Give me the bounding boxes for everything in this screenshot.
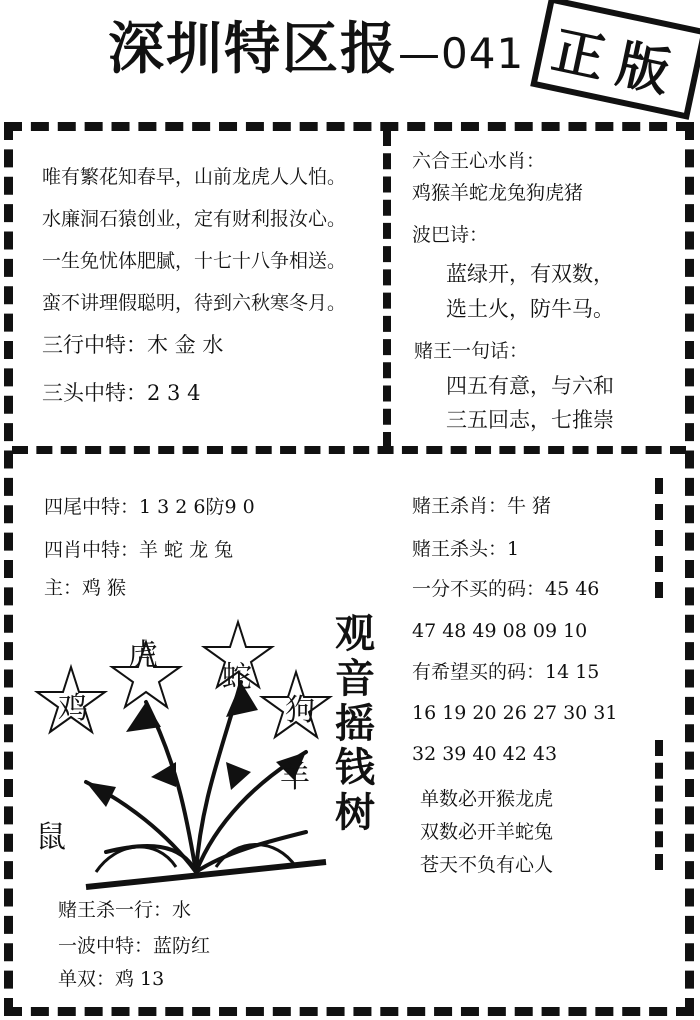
poem-line: 水廉洞石猿创业，定有财利报汝心。 — [42, 208, 347, 230]
tree-label-char: 观 — [335, 611, 375, 657]
shatou-line: 赌王杀头：1 — [412, 538, 520, 560]
tree-animal: 羊 — [280, 760, 310, 795]
santou-line: 三头中特：2 3 4 — [42, 381, 201, 405]
poem-line: 唯有繁花知春早，山前龙虎人人怕。 — [42, 166, 347, 188]
duwang-line: 四五有意，与六和 — [446, 374, 614, 398]
bottom-vertical-divider — [655, 478, 663, 598]
closing-line: 苍天不负有心人 — [420, 854, 554, 876]
money-tree-label — [325, 612, 385, 836]
zhu-line: 主：鸡 猴 — [44, 577, 127, 599]
closing-line: 单数必开猴龙虎 — [420, 788, 554, 810]
xiwang-line: 32 39 40 42 43 — [412, 743, 558, 765]
tree-animal: 蛇 — [222, 660, 252, 695]
xiwang-line: 16 19 20 26 27 30 31 — [412, 702, 618, 724]
title-dash: — — [398, 29, 441, 78]
yibo-line: 一波中特：蓝防红 — [58, 935, 211, 957]
sanxing-line: 三行中特：木 金 水 — [42, 333, 224, 357]
siwei-line: 四尾中特：1 3 2 6防9 0 — [44, 496, 255, 518]
sixiao-line: 四肖中特：羊 蛇 龙 兔 — [44, 539, 234, 561]
authentic-stamp: 正版 — [530, 0, 700, 120]
bumai-line: 一分不买的码：45 46 — [412, 578, 600, 600]
tree-label-char: 摇 — [335, 700, 375, 747]
closing-line: 双数必开羊蛇兔 — [420, 821, 554, 843]
liuhe-animals: 鸡猴羊蛇龙兔狗虎猪 — [412, 182, 584, 204]
tree-animal: 狗 — [285, 693, 315, 728]
title-text: 深圳特区报 — [108, 17, 398, 82]
top-vertical-divider — [383, 130, 391, 448]
bobao-line: 蓝绿开，有双数， — [446, 262, 614, 286]
tree-animal: 鸡 — [58, 691, 88, 726]
newspaper-title — [108, 17, 525, 82]
tree-animal: 鼠 — [36, 820, 66, 855]
shaxiao-line: 赌王杀肖：牛 猪 — [412, 495, 552, 517]
tree-label-char: 音 — [335, 655, 375, 702]
duwang-line: 三五回志，七推崇 — [446, 408, 614, 432]
bobao-line: 选土火，防牛马。 — [446, 297, 614, 321]
horizontal-divider — [12, 446, 686, 454]
danshuang-line: 单双：鸡 13 — [58, 968, 165, 990]
duwang-title: 赌王一句话： — [414, 340, 529, 362]
poem-line: 蛮不讲理假聪明，待到六秋寒冬月。 — [42, 292, 347, 314]
liuhe-title: 六合王心水肖： — [412, 150, 546, 172]
bottom-vertical-divider-2 — [655, 740, 663, 870]
shayixing-line: 赌王杀一行：水 — [58, 899, 192, 921]
bobao-title: 波巴诗： — [412, 224, 489, 246]
xiwang-line: 有希望买的码：14 15 — [412, 661, 600, 683]
tree-label-char: 钱 — [335, 745, 375, 792]
bumai-line: 47 48 49 08 09 10 — [412, 620, 588, 642]
issue-number: 041 — [441, 29, 525, 78]
poem-line: 一生免忧体肥腻，十七十八争相送。 — [42, 250, 347, 272]
tree-animal: 虎 — [128, 638, 158, 673]
tree-label-char: 树 — [335, 790, 375, 837]
